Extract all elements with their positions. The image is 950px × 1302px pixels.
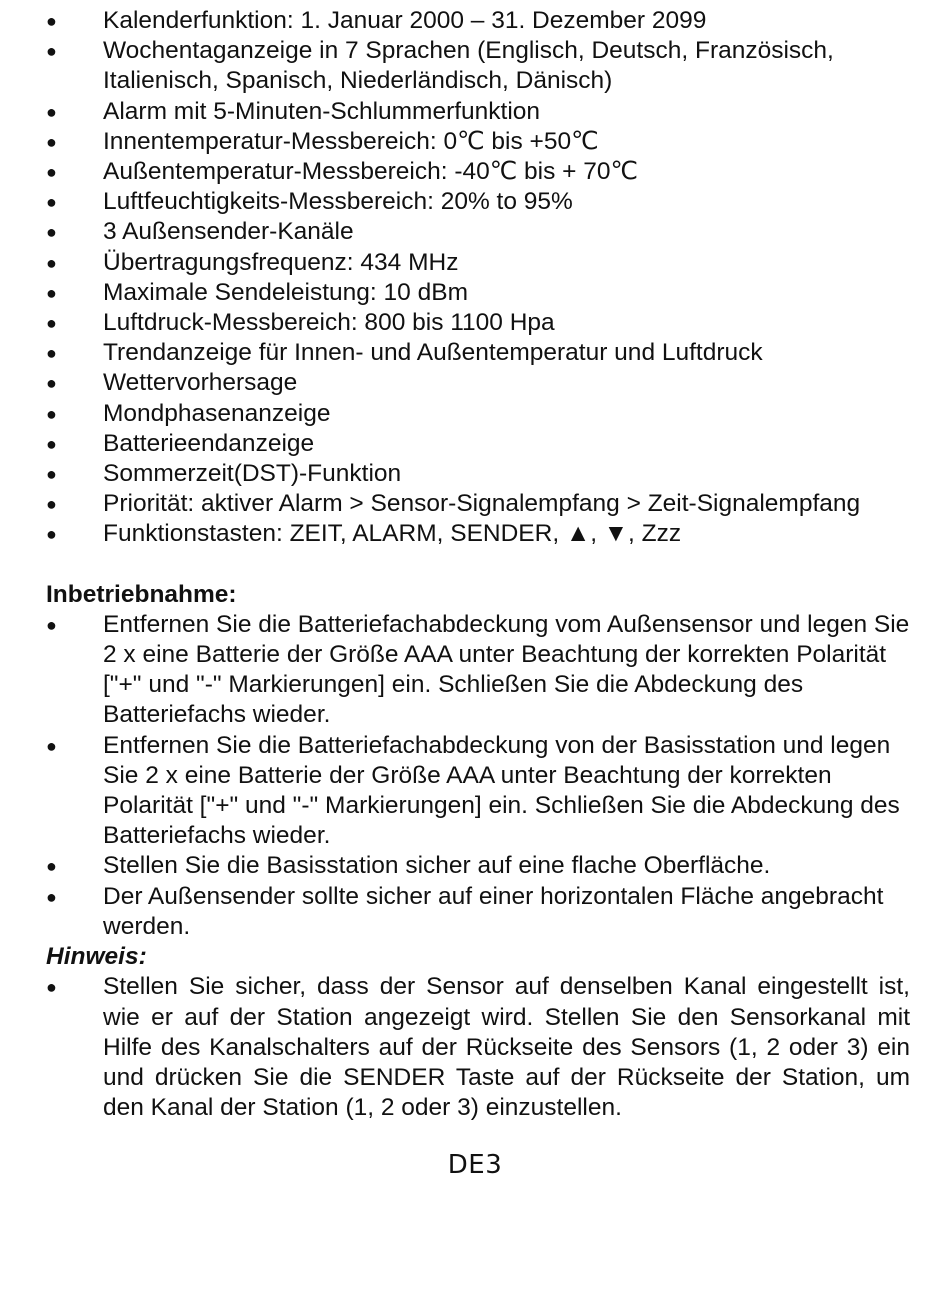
note-heading: Hinweis: (46, 943, 147, 971)
feature-text: Alarm mit 5-Minuten-Schlummerfunktion (103, 97, 541, 125)
setup-text: Der Außensender sollte sicher auf einer horizontalen Fläche angebracht werden. (103, 882, 884, 940)
feature-text: Luftfeuchtigkeits-Messbereich: 20% to 95% (103, 188, 573, 216)
feature-item (0, 36, 950, 96)
document-page (0, 6, 950, 1123)
feature-item (0, 489, 950, 519)
feature-item (0, 97, 950, 127)
setup-item (0, 610, 950, 731)
note-list (0, 972, 950, 1123)
feature-item (0, 248, 950, 278)
bullet-icon: ● (46, 313, 57, 334)
bullet-icon: ● (46, 101, 57, 122)
feature-item (0, 459, 950, 489)
feature-item (0, 338, 950, 368)
feature-item (0, 368, 950, 398)
setup-item (0, 731, 950, 852)
setup-list (0, 610, 950, 942)
feature-text: Priorität: aktiver Alarm > Sensor-Signalempfang > Zeit-Signalempfang (103, 490, 861, 518)
feature-text: Trendanzeige für Innen- und Außentemperatur und Luftdruck (103, 339, 763, 367)
feature-text: Mondphasenanzeige (103, 399, 331, 427)
feature-item (0, 187, 950, 217)
bullet-icon: ● (46, 614, 57, 635)
bullet-icon: ● (46, 41, 57, 62)
bullet-icon: ● (46, 433, 57, 454)
bullet-icon: ● (46, 11, 57, 31)
feature-item (0, 308, 950, 338)
feature-text: Sommerzeit(DST)-Funktion (103, 460, 402, 488)
feature-text: Kalenderfunktion: 1. Januar 2000 – 31. Dezember 2099 (103, 7, 707, 34)
feature-item (0, 278, 950, 308)
feature-list (0, 6, 950, 550)
bullet-icon: ● (46, 373, 57, 394)
feature-text: Übertragungsfrequenz: 434 MHz (103, 248, 459, 276)
feature-item (0, 6, 950, 36)
bullet-icon: ● (46, 977, 57, 998)
feature-item (0, 399, 950, 429)
feature-item (0, 429, 950, 459)
bullet-icon: ● (46, 886, 57, 907)
note-text: Stellen Sie sicher, dass der Sensor auf denselben Kanal eingestellt ist, wie er auf der Station angezeigt wird. Stellen Sie den Sensorkanal mit Hilfe des Kanalschalters auf der Rückseite des Sensors (1, 2 oder 3) ein und drücken Sie die SENDER Taste auf der Rückseite der Station, um den Kanal der Station (1, 2 oder 3) einzustellen. (103, 973, 910, 1122)
feature-item (0, 217, 950, 247)
setup-text: Stellen Sie die Basisstation sicher auf eine flache Oberfläche. (103, 852, 771, 880)
setup-text: Entfernen Sie die Batteriefachabdeckung vom Außensensor und legen Sie 2 x eine Batterie der Größe AAA unter Beachtung der korrekten Polarität ["+" und "-" Markierungen] ein. Schließen Sie die Abdeckung des Batteriefachs wieder. (103, 610, 910, 729)
bullet-icon: ● (46, 282, 57, 303)
feature-text: Maximale Sendeleistung: 10 dBm (103, 278, 468, 306)
feature-text: Innentemperatur-Messbereich: 0℃ bis +50℃ (103, 127, 599, 155)
bullet-icon: ● (46, 524, 57, 545)
spacer (0, 550, 950, 580)
bullet-icon: ● (46, 856, 57, 877)
bullet-icon: ● (46, 131, 57, 152)
bullet-icon: ● (46, 162, 57, 183)
feature-text: Funktionstasten: ZEIT, ALARM, SENDER, ▲, ▼, Zzz (103, 520, 682, 548)
feature-text: Batterieendanzeige (103, 429, 315, 457)
setup-text: Entfernen Sie die Batteriefachabdeckung von der Basisstation und legen Sie 2 x eine Batterie der Größe AAA unter Beachtung der korrekten Polarität ["+" und "-" Markierungen] ein. Schließen Sie die Abdeckung des Batteriefachs wieder. (103, 731, 900, 850)
feature-item (0, 127, 950, 157)
setup-item (0, 851, 950, 881)
bullet-icon: ● (46, 735, 57, 756)
feature-text: Wettervorhersage (103, 369, 298, 397)
setup-heading: Inbetriebnahme: (46, 580, 237, 608)
bullet-icon: ● (46, 222, 57, 243)
feature-text: 3 Außensender-Kanäle (103, 218, 354, 246)
feature-text: Außentemperatur-Messbereich: -40℃ bis + 70℃ (103, 158, 639, 186)
bullet-icon: ● (46, 252, 57, 273)
feature-text: Luftdruck-Messbereich: 800 bis 1100 Hpa (103, 309, 555, 337)
feature-item (0, 157, 950, 187)
bullet-icon: ● (46, 464, 57, 485)
setup-item (0, 882, 950, 942)
feature-item (0, 519, 950, 549)
bullet-icon: ● (46, 192, 57, 213)
bullet-icon: ● (46, 343, 57, 364)
feature-text: Wochentaganzeige in 7 Sprachen (Englisch, Deutsch, Französisch, Italienisch, Spanisch, Niederländisch, Dänisch) (103, 37, 834, 95)
bullet-icon: ● (46, 494, 57, 515)
bullet-icon: ● (46, 403, 57, 424)
page-number: DE3 (447, 1150, 503, 1180)
note-item (0, 972, 950, 1123)
